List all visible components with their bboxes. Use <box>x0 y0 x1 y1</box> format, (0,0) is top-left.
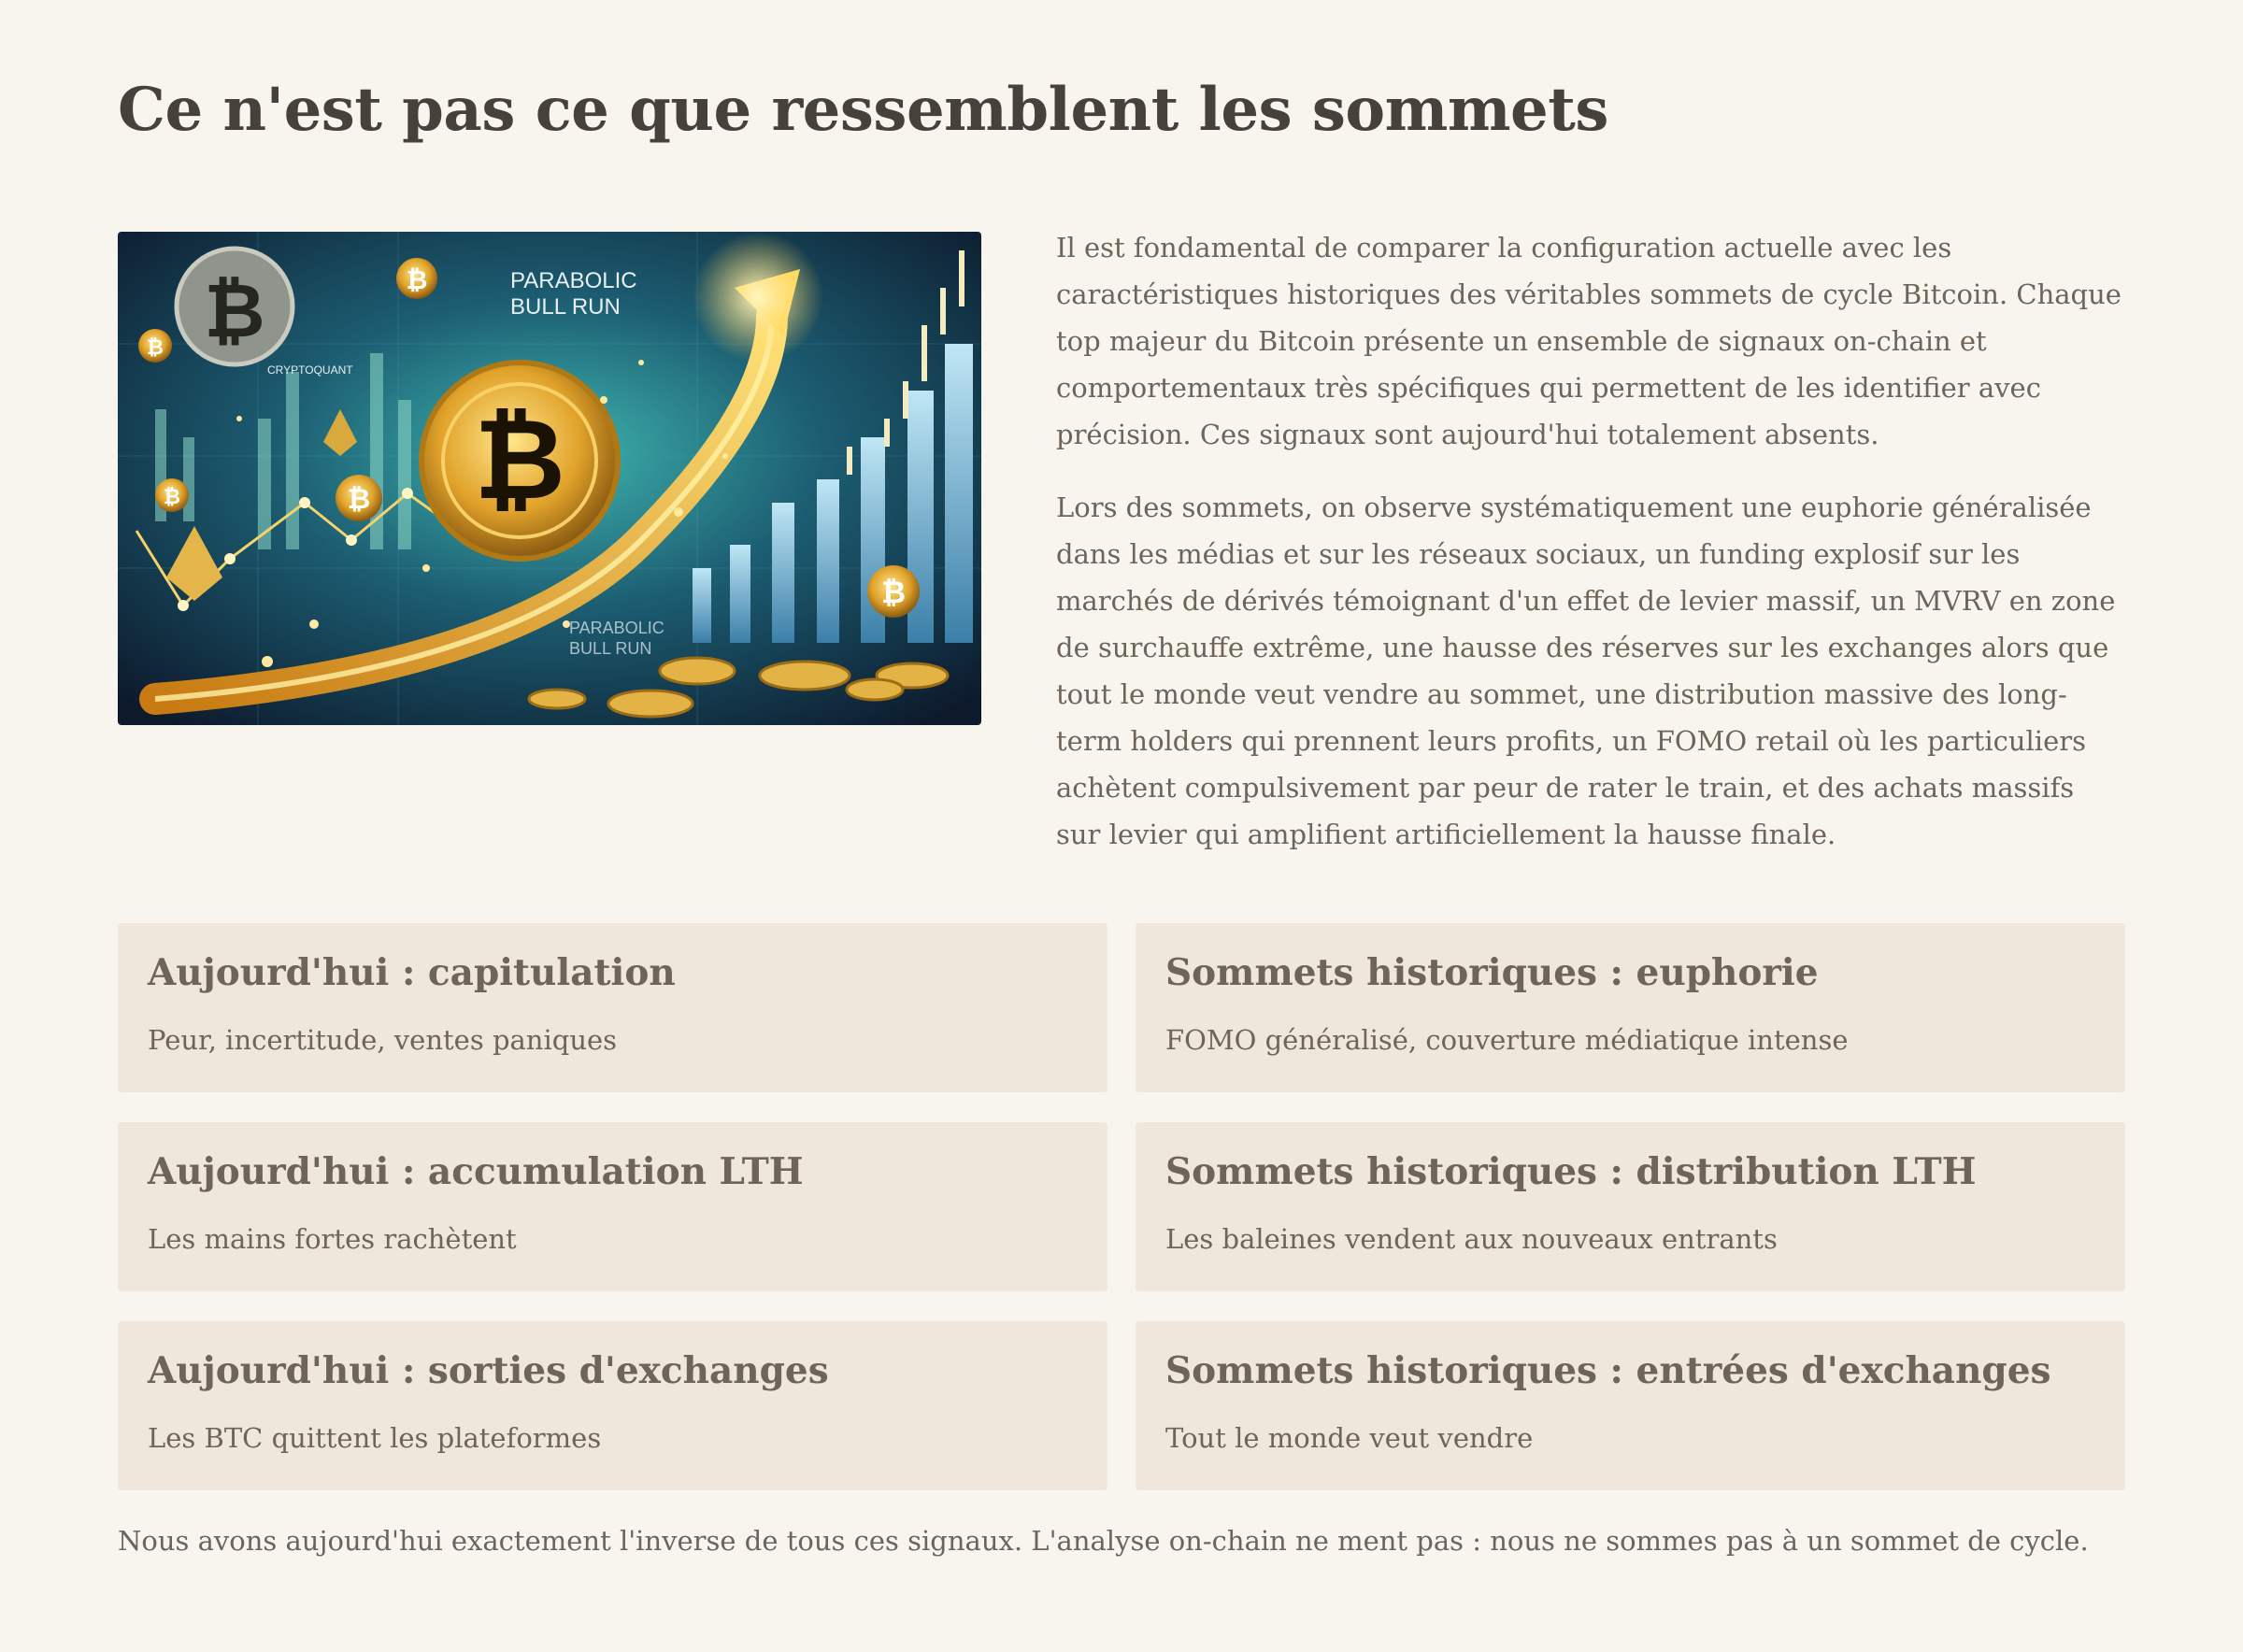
svg-text:₿: ₿ <box>147 335 164 359</box>
svg-text:PARABOLIC: PARABOLIC <box>569 619 664 637</box>
card-title: Aujourd'hui : sorties d'exchanges <box>148 1349 829 1392</box>
svg-text:BULL RUN: BULL RUN <box>569 639 652 658</box>
card-description: Les baleines vendent aux nouveaux entrants <box>1165 1223 1778 1255</box>
comparison-grid <box>118 923 2125 1490</box>
intro-paragraph: Il est fondamental de comparer la configuration actuelle avec les caractéristiques historiques des véritables sommets de cycle Bitcoin. Chaque top majeur du Bitcoin présente un ensemble de signaux on-chain et comportementaux très spécifiques qui permettent de les identifier avec précision. Ces signaux sont aujourd'hui totalement absents. <box>1056 232 2122 450</box>
svg-text:CRYPTOQUANT: CRYPTOQUANT <box>267 363 353 377</box>
card-title: Aujourd'hui : accumulation LTH <box>148 1150 804 1193</box>
svg-text:₿: ₿ <box>474 397 565 522</box>
intro-text <box>1056 224 2125 884</box>
conclusion-text: Nous avons aujourd'hui exactement l'inverse de tous ces signaux. L'analyse on-chain ne ment pas : nous ne sommes pas à un sommet de cycle. <box>118 1525 2089 1557</box>
svg-text:BULL RUN: BULL RUN <box>510 294 621 320</box>
comparison-card-today-capitulation <box>118 923 1107 1092</box>
card-description: Les BTC quittent les plateformes <box>148 1422 602 1454</box>
hero-image <box>118 232 981 725</box>
svg-text:₿: ₿ <box>880 576 907 609</box>
card-title: Sommets historiques : distribution LTH <box>1165 1150 1977 1193</box>
svg-text:₿: ₿ <box>347 484 371 515</box>
comparison-card-today-exchange-outflows <box>118 1321 1107 1490</box>
card-description: Peur, incertitude, ventes paniques <box>148 1024 618 1056</box>
intro-paragraph: Lors des sommets, on observe systématiquement une euphorie généralisée dans les médias et sur les réseaux sociaux, un funding explosif sur les marchés de dérivés témoignant d'un effet de levier massif, un MVRV en zone de surchauffe extrême, une hausse des réserves sur les exchanges alors que tout le monde veut vendre au sommet, une distribution massive des long-term holders qui prennent leurs profits, un FOMO retail où les particuliers achètent compulsivement par peur de rater le train, et des achats massifs sur levier qui amplifient artificiellement la hausse finale. <box>1056 491 2116 850</box>
comparison-card-today-lth-accumulation <box>118 1122 1107 1291</box>
comparison-card-tops-euphoria <box>1136 923 2125 1092</box>
bitcoin-bull-run-illustration <box>118 232 981 725</box>
comparison-card-tops-lth-distribution <box>1136 1122 2125 1291</box>
svg-text:₿: ₿ <box>204 269 265 352</box>
card-title: Aujourd'hui : capitulation <box>148 951 676 994</box>
card-title: Sommets historiques : euphorie <box>1165 951 1819 994</box>
svg-text:₿: ₿ <box>406 265 428 294</box>
card-description: Les mains fortes rachètent <box>148 1223 517 1255</box>
card-title: Sommets historiques : entrées d'exchanges <box>1165 1349 2051 1392</box>
comparison-card-tops-exchange-inflows <box>1136 1321 2125 1490</box>
card-description: FOMO généralisé, couverture médiatique intense <box>1165 1024 1849 1056</box>
page-title: Ce n'est pas ce que ressemblent les sommets <box>118 75 1608 145</box>
svg-text:₿: ₿ <box>164 485 180 508</box>
card-description: Tout le monde veut vendre <box>1165 1422 1534 1454</box>
svg-text:PARABOLIC: PARABOLIC <box>510 268 637 293</box>
